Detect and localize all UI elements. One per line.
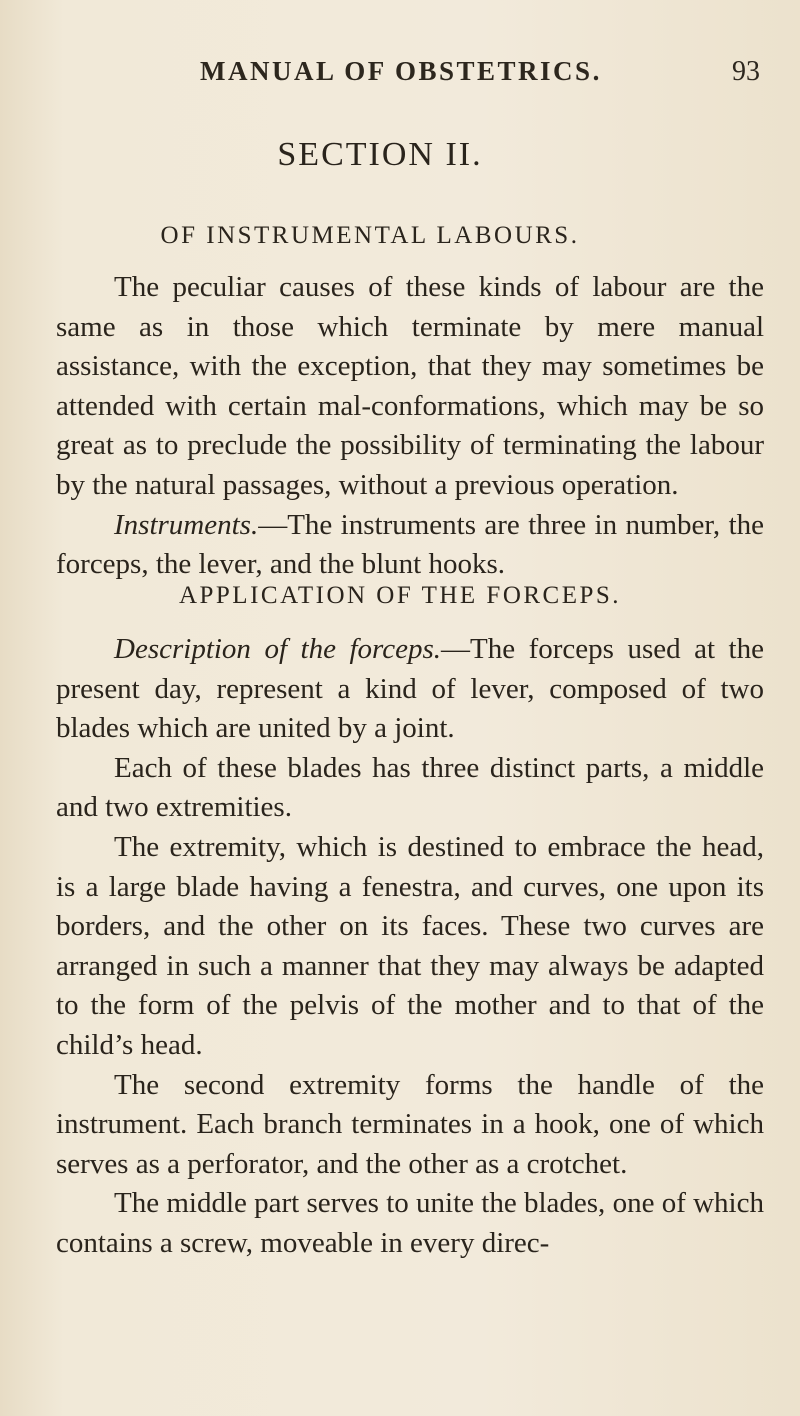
paragraph-text: —The forceps used at the present day, represent a kind of lever, composed of two blades which are united by a joint. — [56, 633, 764, 745]
intro-text — [56, 268, 764, 585]
paragraph — [56, 506, 764, 585]
paragraph-lead-in: Description of the forceps. — [114, 633, 441, 665]
running-title: MANUAL OF OBSTETRICS. — [200, 56, 602, 86]
section-subtitle: OF INSTRUMENTAL LABOURS. — [160, 222, 580, 249]
paragraph — [56, 1184, 764, 1263]
section-heading: SECTION II. — [277, 136, 483, 173]
running-head — [200, 56, 760, 96]
forceps-heading: APPLICATION OF THE FORCEPS. — [178, 582, 622, 609]
page-number: 93 — [732, 56, 760, 87]
paragraph-text: The extremity, which is destined to embrace the head, is a large blade having a fenestra, and curves, one upon its borders, and the other on its faces. These two curves are arranged in such a manner that they may always be adapted to the form of the pelvis of the mother and to that of the child’s head. — [56, 830, 764, 1061]
paragraph — [56, 749, 764, 828]
paragraph — [56, 630, 764, 749]
paragraph-lead-in: Instruments. — [114, 508, 259, 541]
paragraph-text: The middle part serves to unite the blades, one of which contains a screw, moveable in every direc- — [56, 1187, 764, 1259]
paragraph — [56, 1066, 764, 1185]
paragraph — [56, 268, 764, 506]
paragraph-text: Each of these blades has three distinct parts, a middle and two extremities. — [56, 751, 764, 824]
paragraph-text: The peculiar causes of these kinds of labour are the same as in those which terminate by mere manual assistance, with the exception, that they may sometimes be attended with certain mal-conformations, which may be so great as to preclude the possibility of terminating the labour by the natural passages, without a previous operation. — [56, 271, 764, 501]
forceps-text — [56, 630, 764, 1264]
paragraph — [56, 828, 764, 1066]
paragraph-text: The second extremity forms the handle of the instrument. Each branch terminates in a hook, one of which serves as a perforator, and the other as a crotchet. — [56, 1068, 764, 1180]
paragraph-text: —The instruments are three in number, the forceps, the lever, and the blunt hooks. — [56, 508, 764, 581]
